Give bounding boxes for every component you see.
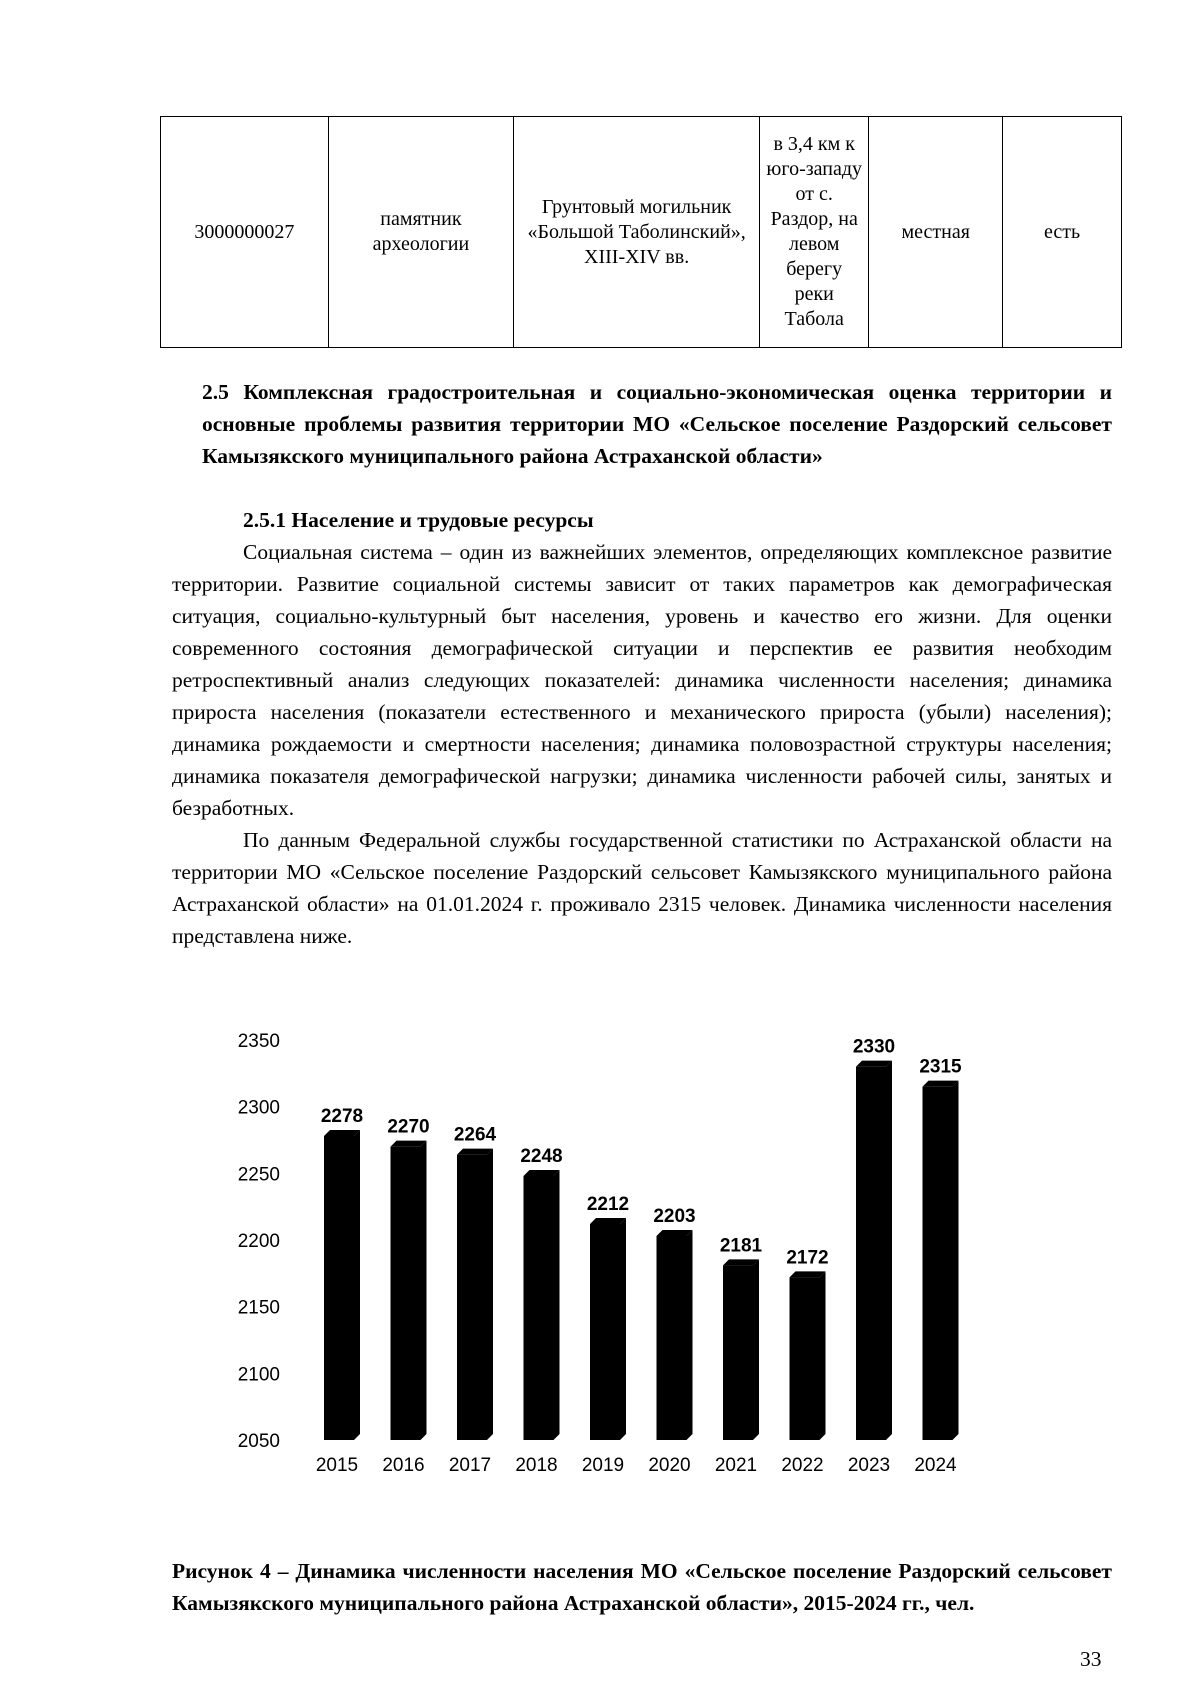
data-label: 2181 xyxy=(719,1235,763,1257)
bar xyxy=(657,1236,687,1440)
bar-top xyxy=(657,1230,693,1236)
bar xyxy=(391,1147,421,1440)
body-paragraph-2: По данным Федеральной службы государственной статистики по Астраханской области на территории МО «Сельское поселение Раздорский сельсовет Камызякского муниципального района Астраханской области» на 01.01.2024 г. проживало 2315 человек. Динамика численности населения представлена ниже. xyxy=(172,828,1112,948)
bar-side xyxy=(687,1230,693,1440)
y-tick-label: 2350 xyxy=(237,1031,280,1052)
bar-top xyxy=(457,1149,493,1155)
table-row xyxy=(161,117,1122,348)
cell-name: Грунтовый могильник «Большой Таболинский», XIII-XIV вв. xyxy=(514,117,760,348)
data-label: 2264 xyxy=(453,1124,497,1146)
cell-category: местная xyxy=(869,117,1003,348)
data-label: 2248 xyxy=(520,1146,563,1167)
bar-side xyxy=(354,1130,360,1440)
bar xyxy=(790,1277,820,1440)
page-number: 33 xyxy=(1080,1647,1102,1671)
y-tick-label: 2050 xyxy=(237,1431,280,1452)
data-label: 2330 xyxy=(852,1036,896,1058)
x-tick-label: 2022 xyxy=(781,1455,824,1476)
x-tick-label: 2020 xyxy=(648,1455,691,1476)
bar-side xyxy=(886,1061,892,1440)
x-tick-label: 2015 xyxy=(315,1455,359,1476)
population-bar-chart xyxy=(237,1010,1010,1500)
bar xyxy=(856,1067,886,1440)
y-tick-label: 2300 xyxy=(237,1097,280,1119)
bar-top xyxy=(590,1218,626,1224)
bar-top xyxy=(856,1061,892,1067)
monument-table xyxy=(160,116,1122,348)
subsection-heading: 2.5.1 Население и трудовые ресурсы xyxy=(243,508,594,532)
bar xyxy=(590,1224,620,1440)
section-heading: 2.5 Комплексная градостроительная и социально-экономическая оценка территории и основные проблемы развития территории МО «Сельское поселение Раздорский сельсовет Камызякского муниципального района Астраханской области» xyxy=(202,380,1112,468)
bar xyxy=(923,1087,953,1440)
bar xyxy=(723,1265,753,1440)
data-label: 2203 xyxy=(653,1206,696,1227)
bar xyxy=(524,1176,554,1440)
x-tick-label: 2017 xyxy=(448,1455,492,1476)
bar xyxy=(324,1136,354,1440)
cell-type: памятник археологии xyxy=(328,117,513,348)
y-tick-label: 2100 xyxy=(237,1364,280,1386)
data-label: 2212 xyxy=(586,1194,630,1215)
cell-code: 3000000027 xyxy=(161,117,329,348)
x-tick-label: 2016 xyxy=(382,1455,425,1476)
bar-top xyxy=(524,1170,560,1176)
y-tick-label: 2200 xyxy=(237,1231,280,1252)
bar-side xyxy=(953,1081,959,1440)
x-tick-label: 2019 xyxy=(581,1455,625,1476)
body-paragraph-1: Социальная система – один из важнейших элементов, определяющих комплексное развитие территории. Развитие социальной системы зависит от таких параметров как демографическая ситуация, социально-культурный быт населения, уровень и качество его жизни. Для оценки современного состояния демографической ситуации и перспектив ее развития необходим ретроспективный анализ следующих показателей: динамика численности населения; динамика прироста населения (показатели естественного и механического прироста (убыли) населения); динамика рождаемости и смертности населения; динамика половозрастной структуры населения; динамика показателя демографической нагрузки; динамика численности рабочей силы, занятых и безработных. xyxy=(172,540,1112,820)
bar-side xyxy=(753,1259,759,1440)
cell-availability: есть xyxy=(1003,117,1122,348)
bar-side xyxy=(620,1218,626,1440)
x-tick-label: 2023 xyxy=(847,1455,891,1476)
bar-top xyxy=(790,1271,826,1277)
bar-side xyxy=(421,1141,427,1440)
data-label: 2278 xyxy=(320,1106,364,1127)
data-label: 2270 xyxy=(387,1116,430,1138)
x-tick-label: 2021 xyxy=(714,1455,758,1476)
bar xyxy=(457,1155,487,1440)
bar-side xyxy=(554,1170,560,1440)
figure-caption: Рисунок 4 – Динамика численности населения МО «Сельское поселение Раздорский сельсовет Камызякского муниципального района Астраханской области», 2015-2024 гг., чел. xyxy=(172,1559,1112,1615)
bar-side xyxy=(487,1149,493,1440)
y-tick-label: 2150 xyxy=(237,1297,280,1319)
data-label: 2172 xyxy=(786,1247,829,1269)
cell-location: в 3,4 км к юго-западу от с. Раздор, на левом берегу реки Табола xyxy=(760,117,869,348)
bar-top xyxy=(391,1141,427,1147)
y-tick-label: 2250 xyxy=(237,1164,280,1186)
bar-side xyxy=(820,1271,826,1440)
bar-top xyxy=(723,1259,759,1265)
x-tick-label: 2018 xyxy=(515,1455,558,1476)
bar-top xyxy=(923,1081,959,1087)
bar-top xyxy=(324,1130,360,1136)
x-tick-label: 2024 xyxy=(914,1455,957,1476)
data-label: 2315 xyxy=(919,1056,962,1078)
chart-svg xyxy=(237,1010,1010,1500)
